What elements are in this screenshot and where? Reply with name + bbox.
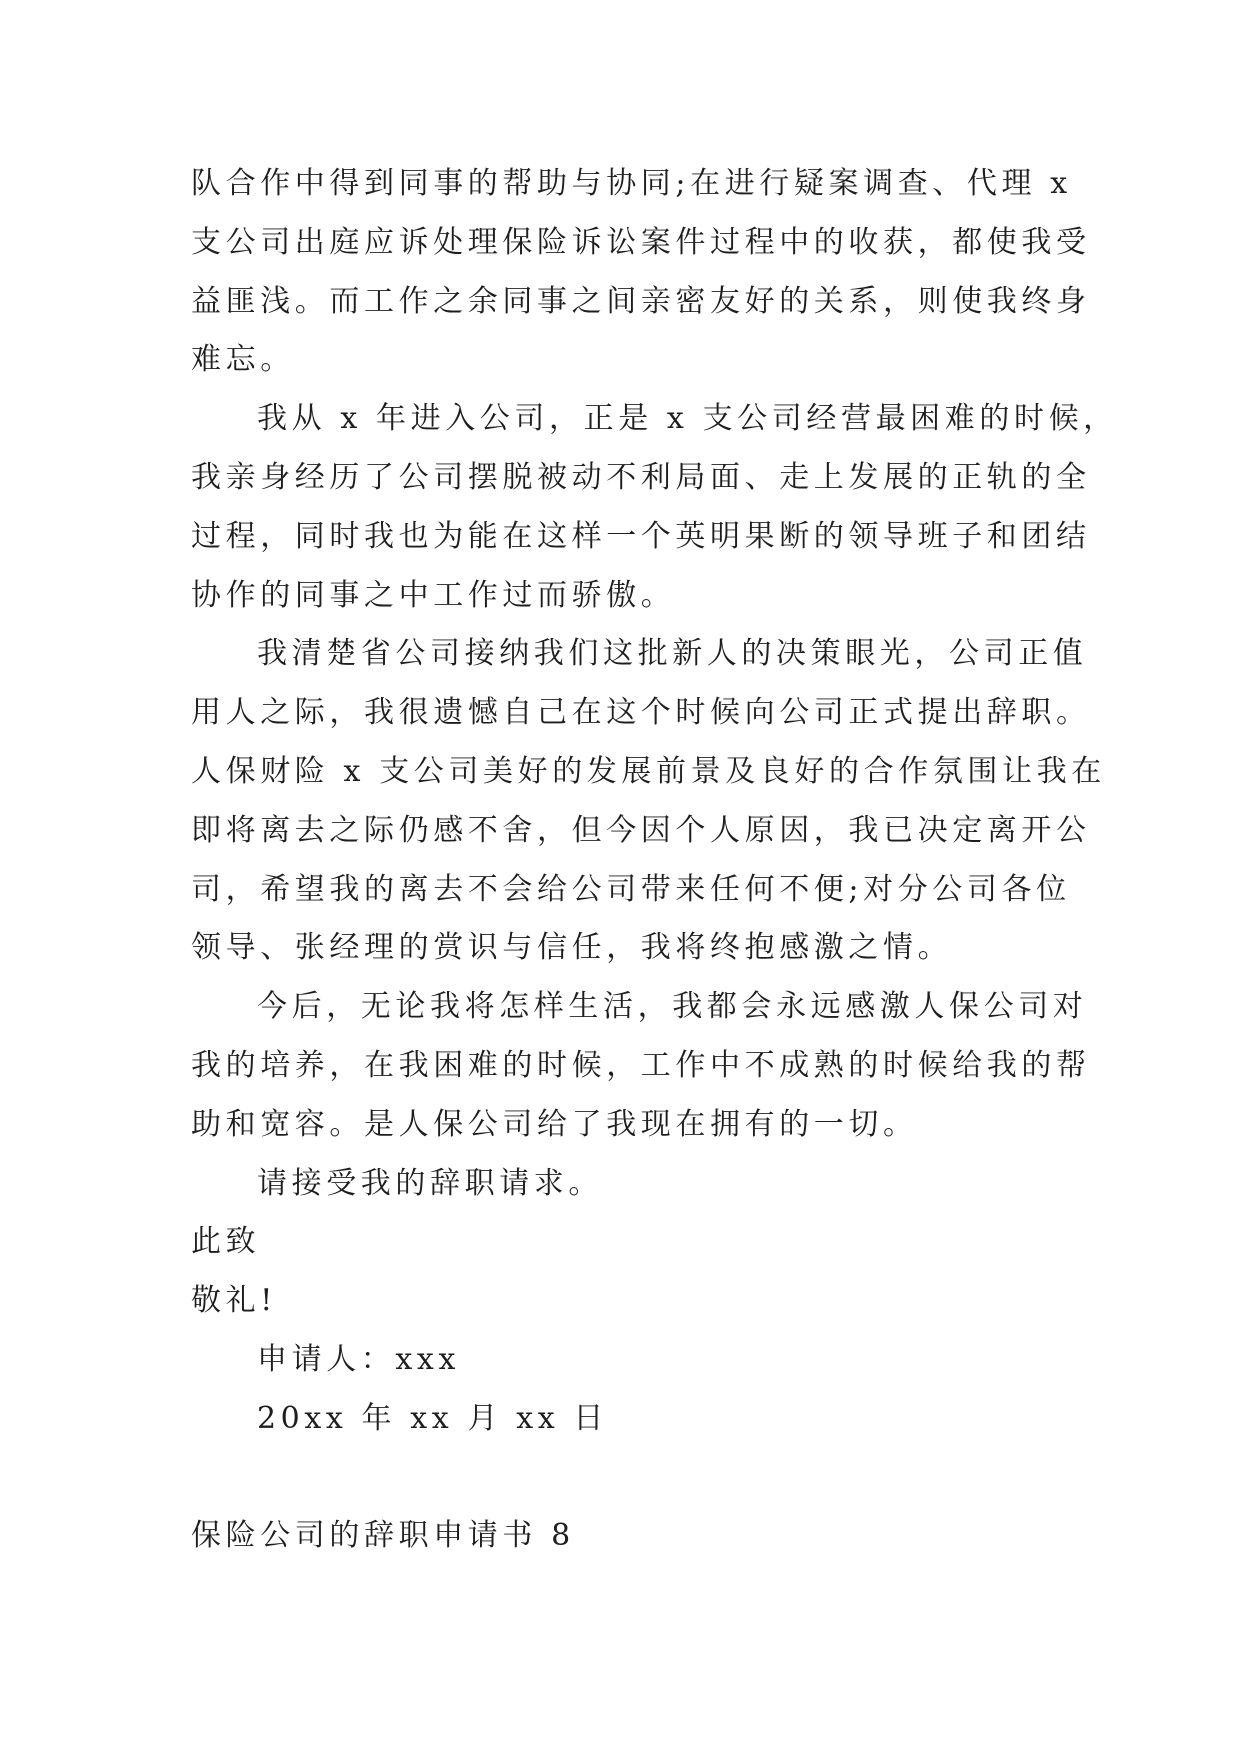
text-line: 我清楚省公司接纳我们这批新人的决策眼光，公司正值	[257, 636, 1088, 672]
text-line: 我亲身经历了公司摆脱被动不利局面、走上发展的正轨的全	[191, 459, 1091, 495]
paragraph	[191, 155, 1091, 390]
document-body	[191, 155, 1118, 1566]
next-section-title: 保险公司的辞职申请书 8	[191, 1518, 575, 1554]
applicant-signature: 申请人：xxx	[257, 1341, 460, 1377]
closing-regards: 敬礼!	[191, 1283, 277, 1319]
text-line: 用人之际，我很遗憾自己在这个时候向公司正式提出辞职。	[191, 695, 1091, 731]
text-line: 协作的同事之中工作过而骄傲。	[191, 577, 676, 613]
spacer	[191, 1449, 1071, 1508]
paragraph	[191, 625, 1106, 978]
text-line: 助和宽容。是人保公司给了我现在拥有的一切。	[191, 1106, 918, 1142]
text-line: 过程，同时我也为能在这样一个英明果断的领导班子和团结	[191, 518, 1091, 554]
paragraph	[191, 390, 1118, 625]
text-line: 司，希望我的离去不会给公司带来任何不便;对分公司各位	[191, 871, 1071, 907]
closing-salutation: 此致	[191, 1224, 261, 1260]
text-line: 队合作中得到同事的帮助与协同;在进行疑案调查、代理 x	[191, 166, 1072, 201]
text-line: 难忘。	[191, 342, 295, 378]
text-line: 人保财险 x 支公司美好的发展前景及良好的合作氛围让我在	[191, 753, 1106, 789]
text-line: 我的培养，在我困难的时候，工作中不成熟的时候给我的帮	[191, 1047, 1091, 1083]
text-line: 即将离去之际仍感不舍，但今因个人原因，我已决定离开公	[191, 812, 1091, 848]
text-line: 益匪浅。而工作之余同事之间亲密友好的关系，则使我终身	[191, 283, 1091, 319]
text-line: 支公司出庭应诉处理保险诉讼案件过程中的收获，都使我受	[191, 224, 1091, 260]
resignation-request: 请接受我的辞职请求。	[257, 1165, 603, 1201]
paragraph	[191, 978, 1091, 1154]
signature-date: 20xx 年 xx 月 xx 日	[257, 1400, 608, 1436]
text-line: 我从 x 年进入公司，正是 x 支公司经营最困难的时候，	[257, 401, 1118, 437]
text-line: 今后，无论我将怎样生活，我都会永远感激人保公司对	[257, 989, 1088, 1025]
text-line: 领导、张经理的赏识与信任，我将终抱感激之情。	[191, 930, 953, 966]
